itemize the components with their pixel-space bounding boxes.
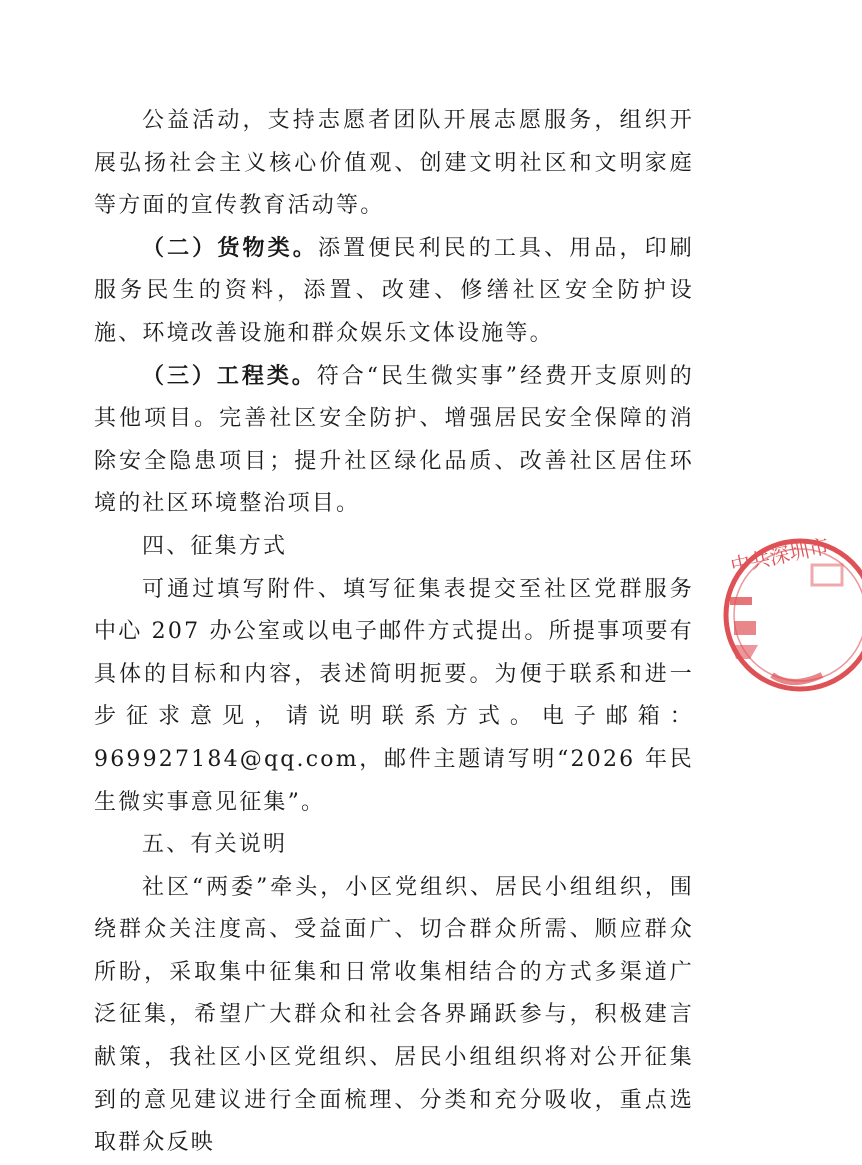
- paragraph-lead-goods: （二）货物类。: [142, 235, 318, 261]
- paragraph-lead-engineering: （三）工程类。: [142, 363, 317, 389]
- section-heading-collection-method: 四、征集方式: [142, 533, 288, 559]
- official-seal: [712, 525, 862, 705]
- paragraph-engineering: [94, 356, 694, 526]
- paragraph-public-welfare: [94, 100, 694, 228]
- paragraph-text: 添置便民利民的工具、用品，印刷服务民生的资料，添置、改建、修缮社区安全防护设施、环境改善设施和群众娱乐文体设施等。: [94, 235, 694, 346]
- paragraph-notes: [94, 867, 694, 1165]
- paragraph-goods: [94, 228, 694, 356]
- paragraph-text: 社区“两委”牵头，小区党组织、居民小组组织，围绕群众关注度高、受益面广、切合群众所需、顺应群众所盼，采取集中征集和日常收集相结合的方式多渠道广泛征集，希望广大群众和社会各界踊跃参与，积极建言献策，我社区小区党组织、居民小组组织将对公开征集到的意见建议进行全面梳理、分类和充分吸收，重点选取群众反映: [94, 874, 694, 1156]
- svg-text:中共深圳市: 中共深圳市: [728, 533, 832, 578]
- document-body: [94, 100, 694, 1165]
- paragraph-text: 符合“民生微实事”经费开支原则的其他项目。完善社区安全防护、增强居民安全保障的消除安全隐患项目；提升社区绿化品质、改善社区居住环境的社区环境整治项目。: [94, 363, 694, 517]
- section-heading-notes: 五、有关说明: [142, 832, 288, 858]
- paragraph-text: 公益活动，支持志愿者团队开展志愿服务，组织开展弘扬社会主义核心价值观、创建文明社区和文明家庭等方面的宣传教育活动等。: [94, 108, 694, 219]
- paragraph-collection-method: [94, 569, 694, 825]
- paragraph-text: 可通过填写附件、填写征集表提交至社区党群服务中心 207 办公室或以电子邮件方式提出。所提事项要有具体的目标和内容，表述简明扼要。为便于联系和进一步征求意见，请说明联系方式。电子邮箱：969927184@qq.com，邮件主题请写明“2026 年民生微实事意见征集”。: [94, 576, 694, 815]
